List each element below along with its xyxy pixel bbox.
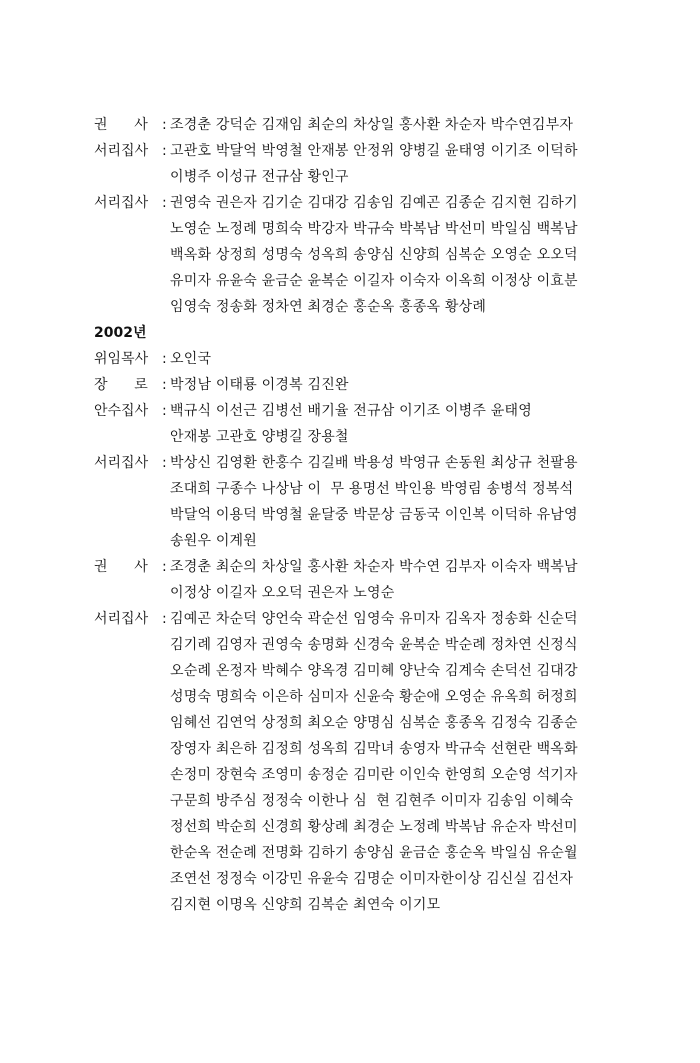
- role-label: 장 로: [94, 377, 148, 393]
- name-list: [170, 398, 690, 450]
- role-label-column: [0, 112, 170, 138]
- name-line: 조대희 구종수 나상남 이 무 용명선 박인용 박영림 송병석 정복석: [170, 481, 574, 497]
- name-line: 김예곤 차순덕 양언숙 곽순선 임영숙 유미자 김옥자 정송화 신순덕: [170, 611, 578, 627]
- role-entry: [0, 112, 700, 138]
- role-label-column: [0, 372, 170, 398]
- role-label-column: [0, 346, 170, 372]
- name-line: 유미자 유윤숙 윤금순 윤복순 이길자 이숙자 이옥희 이정상 이효분: [170, 273, 578, 289]
- name-line: 손정미 장현숙 조영미 송정순 김미란 이인숙 한영희 오순영 석기자: [170, 767, 578, 783]
- name-line: 고관호 박달억 박영철 안재봉 안정위 양병길 윤태영 이기조 이덕하: [170, 143, 578, 159]
- name-line: 이정상 이길자 오오덕 권은자 노영순: [170, 585, 395, 601]
- role-label: 서리집사: [94, 455, 149, 471]
- role-label: 서리집사: [94, 611, 149, 627]
- role-label: 서리집사: [94, 195, 149, 211]
- role-label: 권 사: [94, 559, 148, 575]
- label-colon: :: [162, 351, 167, 367]
- label-colon: :: [162, 377, 167, 393]
- label-colon: :: [162, 611, 167, 627]
- name-line: 임영숙 정송화 정차연 최경순 홍순옥 홍종옥 황상례: [170, 299, 487, 315]
- name-line: 성명숙 명희숙 이은하 심미자 신윤숙 황순애 오영순 유옥희 허정희: [170, 689, 578, 705]
- role-entry: [0, 398, 700, 450]
- name-line: 이병주 이성규 전규삼 황인구: [170, 169, 349, 185]
- name-line: 권영숙 권은자 김기순 김대강 김송임 김예곤 김종순 김지현 김하기: [170, 195, 578, 211]
- name-line: 구문희 방주심 정정숙 이한나 심 현 김현주 이미자 김송임 이혜숙: [170, 793, 574, 809]
- name-list: [170, 554, 690, 606]
- label-colon: :: [162, 455, 167, 471]
- name-list: [170, 606, 690, 918]
- name-line: 오순례 온정자 박혜수 양옥경 김미혜 양난숙 김계숙 손덕선 김대강: [170, 663, 578, 679]
- name-list: [170, 138, 690, 190]
- name-line: 송원우 이계원: [170, 533, 257, 549]
- name-line: 조경춘 강덕순 김재임 최순의 차상일 홍사환 차순자 박수연김부자: [170, 117, 574, 133]
- label-colon: :: [162, 559, 167, 575]
- name-line: 박정남 이태룡 이경복 김진완: [170, 377, 349, 393]
- name-line: 백옥화 상정희 성명숙 성옥희 송양심 신양희 심복순 오영순 오오덕: [170, 247, 578, 263]
- role-label-column: [0, 606, 170, 632]
- name-list: [170, 112, 690, 138]
- name-line: 조연선 정정숙 이강민 유윤숙 김명순 이미자한이상 김신실 김선자: [170, 871, 574, 887]
- role-entry: [0, 190, 700, 320]
- name-line: 조경춘 최순의 차상일 홍사환 차순자 박수연 김부자 이숙자 백복남: [170, 559, 578, 575]
- name-line: 노영순 노정례 명희숙 박강자 박규숙 박복남 박선미 박일심 백복남: [170, 221, 578, 237]
- name-line: 김기례 김영자 권영숙 송명화 신경숙 윤복순 박순례 정차연 신정식: [170, 637, 578, 653]
- name-line: 정선희 박순희 신경희 황상례 최경순 노정례 박복남 유순자 박선미: [170, 819, 578, 835]
- role-label: 안수집사: [94, 403, 149, 419]
- name-line: 김지현 이명옥 신양희 김복순 최연숙 이기모: [170, 897, 441, 913]
- role-label: 위임목사: [94, 351, 149, 367]
- role-label: 권 사: [94, 117, 148, 133]
- label-colon: :: [162, 143, 167, 159]
- role-label-column: [0, 554, 170, 580]
- name-list: [170, 346, 690, 372]
- role-label: 서리집사: [94, 143, 149, 159]
- role-entry: [0, 606, 700, 918]
- name-line: 박상신 김영환 한홍수 김길배 박용성 박영규 손동원 최상규 천팔용: [170, 455, 578, 471]
- name-list: [170, 190, 690, 320]
- name-list: [170, 372, 690, 398]
- name-line: 박달억 이용덕 박영철 윤달중 박문상 금동국 이인복 이덕하 유남영: [170, 507, 578, 523]
- name-line: 임혜선 김연억 상정희 최오순 양명심 심복순 홍종옥 김정숙 김종순: [170, 715, 578, 731]
- name-line: 장영자 최은하 김정희 성옥희 김막녀 송영자 박규숙 선현란 백옥화: [170, 741, 578, 757]
- role-entry: [0, 450, 700, 554]
- name-line: 한순옥 전순례 전명화 김하기 송양심 윤금순 홍순옥 박일심 유순월: [170, 845, 578, 861]
- role-entry: [0, 138, 700, 190]
- year-heading: 2002년: [94, 325, 147, 341]
- role-label-column: [0, 138, 170, 164]
- label-colon: :: [162, 195, 167, 211]
- name-list: [170, 450, 690, 554]
- label-colon: :: [162, 403, 167, 419]
- document-page: [0, 112, 700, 918]
- role-label-column: [0, 398, 170, 424]
- role-entry: [0, 554, 700, 606]
- name-line: 안재봉 고관호 양병길 장용철: [170, 429, 349, 445]
- role-entry: [0, 346, 700, 372]
- role-entry: [0, 372, 700, 398]
- name-line: 오인국: [170, 351, 212, 367]
- label-colon: :: [162, 117, 167, 133]
- role-label-column: [0, 190, 170, 216]
- role-label-column: [0, 450, 170, 476]
- name-line: 백규식 이선근 김병선 배기율 전규삼 이기조 이병주 윤태영: [170, 403, 532, 419]
